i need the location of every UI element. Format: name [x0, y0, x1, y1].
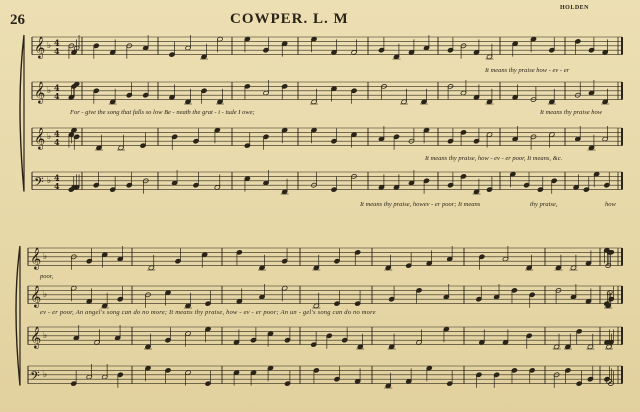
time-signature-bottom: 4	[54, 46, 60, 57]
time-signature-top: 4	[54, 37, 60, 48]
lyric-line-1: It means thy praise how - ev - er	[485, 67, 570, 74]
lyric-line-6: ev - er poor, An angel's song can do no more; It means thy praise, how - ev - er poor; An un - gel's song can do no more	[40, 309, 376, 316]
clef-symbol: 𝄞	[30, 326, 42, 349]
lyric-line-2a: For - give the song that falls so low Be - neath the grat - i - tude I owe;	[70, 109, 255, 116]
clef-symbol: 𝄢	[30, 368, 40, 387]
flat-sign: ♭	[43, 330, 48, 341]
clef-symbol: 𝄞	[34, 81, 46, 104]
flat-sign: ♭	[43, 251, 48, 262]
clef-symbol: 𝄞	[30, 247, 42, 270]
lyric-line-5: poor,	[40, 273, 54, 280]
time-signature-top: 4	[54, 172, 60, 183]
time-signature-bottom: 4	[54, 137, 60, 148]
clef-symbol: 𝄢	[34, 174, 44, 193]
flat-sign: ♭	[47, 40, 52, 51]
lyric-line-4a: It means thy praise, howev - er poor; It means	[360, 201, 481, 208]
flat-sign: ♭	[43, 289, 48, 300]
lyric-line-4b: thy praise,	[530, 201, 558, 208]
time-signature-top: 4	[54, 128, 60, 139]
flat-sign: ♭	[47, 175, 52, 186]
composer-name: HOLDEN	[560, 5, 590, 11]
time-signature-top: 4	[54, 82, 60, 93]
flat-sign: ♭	[47, 131, 52, 142]
hymn-title: COWPER. L. M	[230, 11, 349, 27]
clef-symbol: 𝄞	[34, 36, 46, 59]
clef-symbol: 𝄞	[30, 285, 42, 308]
lyric-line-2b: It means thy praise how	[540, 109, 603, 116]
flat-sign: ♭	[47, 85, 52, 96]
time-signature-bottom: 4	[54, 181, 60, 192]
clef-symbol: 𝄞	[34, 127, 46, 150]
page-number: 26	[10, 12, 25, 28]
time-signature-bottom: 4	[54, 91, 60, 102]
flat-sign: ♭	[43, 369, 48, 380]
lyric-line-3: It means thy praise, how - ev - er poor, It means, &c.	[425, 155, 563, 162]
lyric-line-4c: how	[605, 201, 616, 208]
